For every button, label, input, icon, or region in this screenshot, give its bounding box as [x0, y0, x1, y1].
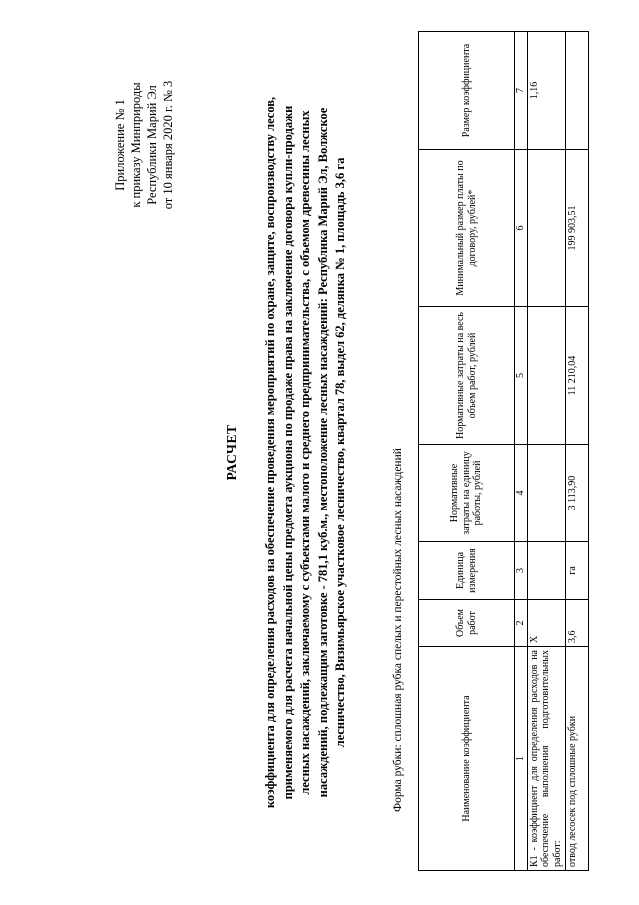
work-coefficient-cell [565, 32, 588, 150]
column-number: 3 [515, 542, 528, 600]
appendix-line-2: к приказу Минприроды [129, 82, 143, 208]
header-work-volume: Объем работ [419, 600, 515, 647]
column-number: 5 [515, 307, 528, 445]
document-title: РАСЧЕТ [224, 424, 239, 481]
column-number: 1 [515, 647, 528, 871]
header-coefficient-size: Размер коэффициента [419, 32, 515, 150]
table-row [565, 32, 588, 871]
header-min-payment: Минимальный размер платы по договору, рублей* [419, 150, 515, 307]
k1-cost-total-cell [527, 307, 565, 445]
header-coefficient-name: Наименование коэффициента [419, 647, 515, 871]
column-number: 7 [515, 32, 528, 150]
work-volume-cell: 3,6 [565, 600, 588, 647]
document-subtitle: коэффициента для определения расходов на обеспечение проведения мероприятий по охране, защите, воспроизводству лесов, применяемого для расчета начальной цены предмета аукциона по продаже права на заключение договора купли-продажи лесных насаждений, заключаемому с субъектами малого и среднего предпринимательства, с объемом древесины лесных насаждений, подлежащим заготовке - 781,1 куб.м., местоположение лесных насаждений: Республика Марий Эл, Волжское лесничество, Визимьярское участковое лесничество, квартал 78, выдел 62, делянка № 1, площадь 3,6 га [263, 96, 348, 809]
work-cost-unit-cell: 3 113,90 [565, 445, 588, 542]
work-min-payment-cell: 199 903,51 [565, 150, 588, 307]
header-cost-per-unit: Нормативные затраты на единицу работы, рублей [419, 445, 515, 542]
appendix-line-1: Приложение № 1 [113, 99, 127, 191]
table-number-row [515, 32, 528, 871]
k1-cost-unit-cell [527, 445, 565, 542]
felling-form-line: Форма рубки: сплошная рубка спелых и перестойных лесных насаждений [392, 448, 404, 812]
column-number: 4 [515, 445, 528, 542]
k1-name-cell: К1 - коэффициент для определения расходов на обеспечение выполнения подготовительных работ: [527, 647, 565, 871]
work-unit-cell: га [565, 542, 588, 600]
appendix-reference [112, 45, 176, 245]
table-header-row [419, 32, 515, 871]
table-row [527, 32, 565, 871]
column-number: 2 [515, 600, 528, 647]
header-unit: Единица измерения [419, 542, 515, 600]
work-cost-total-cell: 11 210,04 [565, 307, 588, 445]
k1-volume-cell: Х [527, 600, 565, 647]
calculation-table [418, 31, 589, 871]
appendix-line-4: от 10 января 2020 г. № 3 [161, 80, 175, 210]
k1-unit-cell [527, 542, 565, 600]
work-name-cell: отвод лесосек под сплошные рубки [565, 647, 588, 871]
k1-min-payment-cell [527, 150, 565, 307]
k1-coefficient-cell: 1,16 [527, 32, 565, 150]
header-cost-total: Нормативные затраты на весь объем работ, рублей [419, 307, 515, 445]
appendix-line-3: Республики Марий Эл [145, 85, 159, 205]
column-number: 6 [515, 150, 528, 307]
